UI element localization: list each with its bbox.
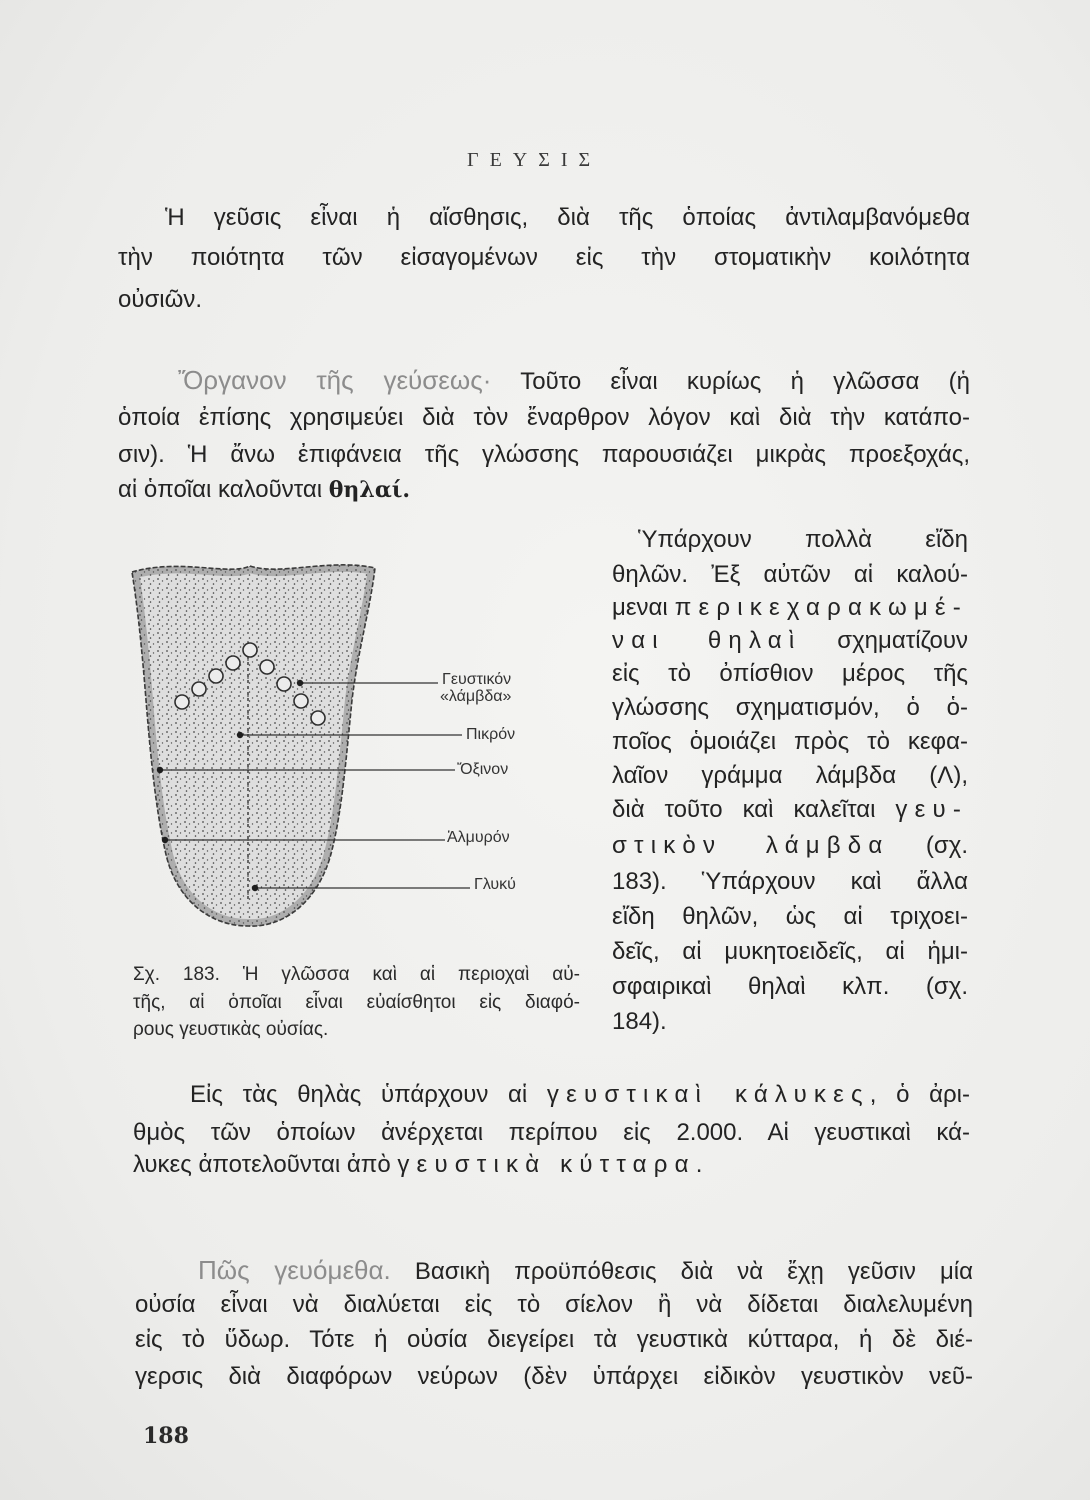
right-column-line-10-text: (σχ. (925, 832, 968, 859)
papilla (260, 660, 274, 674)
leader-dot-sweet (252, 885, 258, 891)
right-column-line-3 (612, 593, 968, 623)
label-sweet: Γλυκύ (474, 876, 516, 893)
paragraph-3-line-3-text: λυκες ἀποτελοῦνται ἀπὸ (133, 1151, 391, 1178)
paragraph-2-line-1 (178, 365, 970, 395)
papilla (226, 656, 240, 670)
right-column-line-5: εἰς τὸ ὀπίσθιον μέρος τῆς (612, 660, 968, 687)
paragraph-2-line-4 (118, 475, 410, 505)
paragraph-3-line-2: θμὸς τῶν ὁποίων ἀνέρχεται περίπου εἰς 2.000. Αἱ γευστικαὶ κά- (133, 1119, 970, 1146)
term-gustatory-start: γευ- (895, 796, 969, 823)
paragraph-3-line-1 (190, 1080, 970, 1110)
term-taste-buds: γευστικαὶ κάλυκες (546, 1081, 870, 1108)
paragraph-3-line-3 (133, 1150, 702, 1180)
paragraph-2-line-1-text: Τοῦτο εἶναι κυρίως ἡ γλῶσσα (ἡ (520, 368, 970, 395)
paragraph-4-line-4: γερσις διὰ διαφόρων νεύρων (δὲν ὑπάρχει εἰδικὸν γευστικὸν νεῦ- (135, 1363, 973, 1390)
right-column-line-6: γλώσσης σχηματισμόν, ὁ ὁ- (612, 694, 968, 721)
paragraph-1-line-1: Ἡ γεῦσις εἶναι ἡ αἴσθησις, διὰ τῆς ὁποίας ἀντιλαμβανόμεθα (165, 204, 970, 231)
section-heading-organ: Ὄργανον τῆς γεύσεως· (178, 365, 492, 395)
leader-dot-bitter (237, 732, 243, 738)
right-column-line-2: θηλῶν. Ἐξ αὐτῶν αἱ καλού- (612, 561, 968, 588)
paragraph-4-line-1-text: Βασικὴ προϋπόθεσις διὰ νὰ ἔχῃ γεῦσιν μία (414, 1258, 973, 1285)
tongue-surface (120, 550, 480, 940)
right-column-line-14: σφαιρικαὶ θηλαὶ κλπ. (σχ. (612, 973, 968, 1000)
term-taste-cells: γευστικὰ κύτταρα (397, 1151, 696, 1178)
paragraph-3-line-1-end: , ὁ ἀρι- (869, 1081, 971, 1108)
leader-dot-sour (157, 767, 163, 773)
right-column-line-11: 183). Ὑπάρχουν καὶ ἄλλα (612, 868, 968, 895)
term-circumvallate-papillae: ναι θηλαὶ (612, 627, 802, 654)
leader-dot-lambda (297, 680, 303, 686)
right-column-line-4-text: σχηματίζουν (837, 627, 968, 654)
papilla (209, 669, 223, 683)
paragraph-3-line-1-text: Εἰς τὰς θηλὰς ὑπάρχουν αἱ (190, 1081, 528, 1108)
term-gustatory-lambda: στικὸν λάμβδα (612, 832, 890, 859)
term-circumvallate: περικεχαρακωμέ- (674, 594, 968, 621)
papilla (294, 694, 308, 708)
term-papillae: θηλαί. (328, 477, 411, 503)
right-column-line-12: εἴδη θηλῶν, ὡς αἱ τριχοει- (612, 903, 968, 930)
right-column-line-9 (612, 795, 968, 825)
figure-caption-line-1: Σχ. 183. Ἡ γλῶσσα καὶ αἱ περιοχαὶ αὐ- (133, 964, 580, 985)
tongue-figure (120, 550, 480, 940)
papilla (277, 677, 291, 691)
label-sour: Ὄξινον (457, 761, 509, 778)
paragraph-4-line-2: οὐσία εἶναι νὰ διαλύεται εἰς τὸ σίελον ἢ νὰ δίδεται διαλελυμένη (135, 1291, 973, 1318)
paragraph-2-line-4-text: αἱ ὁποῖαι καλοῦνται (118, 476, 323, 503)
paragraph-2-line-3: σιν). Ἡ ἄνω ἐπιφάνεια τῆς γλώσσης παρουσιάζει μικρὰς προεξοχάς, (118, 441, 970, 468)
right-column-line-13: δεῖς, αἱ μυκητοειδεῖς, αἱ ἡμι- (612, 938, 968, 965)
label-bitter: Πικρόν (466, 726, 516, 743)
label-salty: Ἁλμυρόν (447, 829, 510, 846)
paragraph-4-line-1 (198, 1255, 973, 1285)
label-gustatory: Γευστικόν (442, 671, 512, 688)
paragraph-4-line-3: εἰς τὸ ὕδωρ. Τότε ἡ οὐσία διεγείρει τὰ γευστικὰ κύτταρα, ἡ δὲ διέ- (135, 1326, 973, 1353)
papilla (175, 695, 189, 709)
label-lambda: «λάμβδα» (440, 688, 512, 705)
right-column-line-4 (612, 626, 968, 656)
right-column-line-8: λαῖον γράμμα λάμβδα (Λ), (612, 762, 968, 789)
section-heading-how-we-taste: Πῶς γευόμεθα. (198, 1255, 391, 1285)
leader-dot-salty (162, 837, 168, 843)
right-column-line-3-text: μεναι (612, 594, 668, 621)
right-column-line-10 (612, 831, 968, 861)
right-column-line-15: 184). (612, 1008, 667, 1035)
papilla (311, 711, 325, 725)
papilla (243, 643, 257, 657)
figure-caption-line-3: ρους γευστικὰς οὐσίας. (133, 1019, 329, 1040)
right-column-line-1: Ὑπάρχουν πολλὰ εἴδη (638, 526, 968, 553)
figure-caption-line-2: τῆς, αἱ ὁποῖαι εἶναι εὐαίσθητοι εἰς διαφό- (133, 992, 580, 1013)
paragraph-1-line-3: οὐσιῶν. (118, 286, 203, 313)
right-column-line-7: ποῖος ὁμοιάζει πρὸς τὸ κεφα- (612, 728, 968, 755)
right-column-line-9-text: διὰ τοῦτο καὶ καλεῖται (612, 796, 876, 823)
chapter-title: ΓΕΥΣΙΣ (467, 149, 602, 171)
paragraph-3-line-3-end: . (695, 1151, 703, 1178)
paragraph-2-line-2: ὁποία ἐπίσης χρησιμεύει διὰ τὸν ἔναρθρον λόγον καὶ διὰ τὴν κατάπο- (118, 404, 970, 431)
page-number: 188 (143, 1423, 189, 1449)
papilla (192, 682, 206, 696)
paragraph-1-line-2: τὴν ποιότητα τῶν εἰσαγομένων εἰς τὴν στοματικὴν κοιλότητα (118, 244, 970, 271)
